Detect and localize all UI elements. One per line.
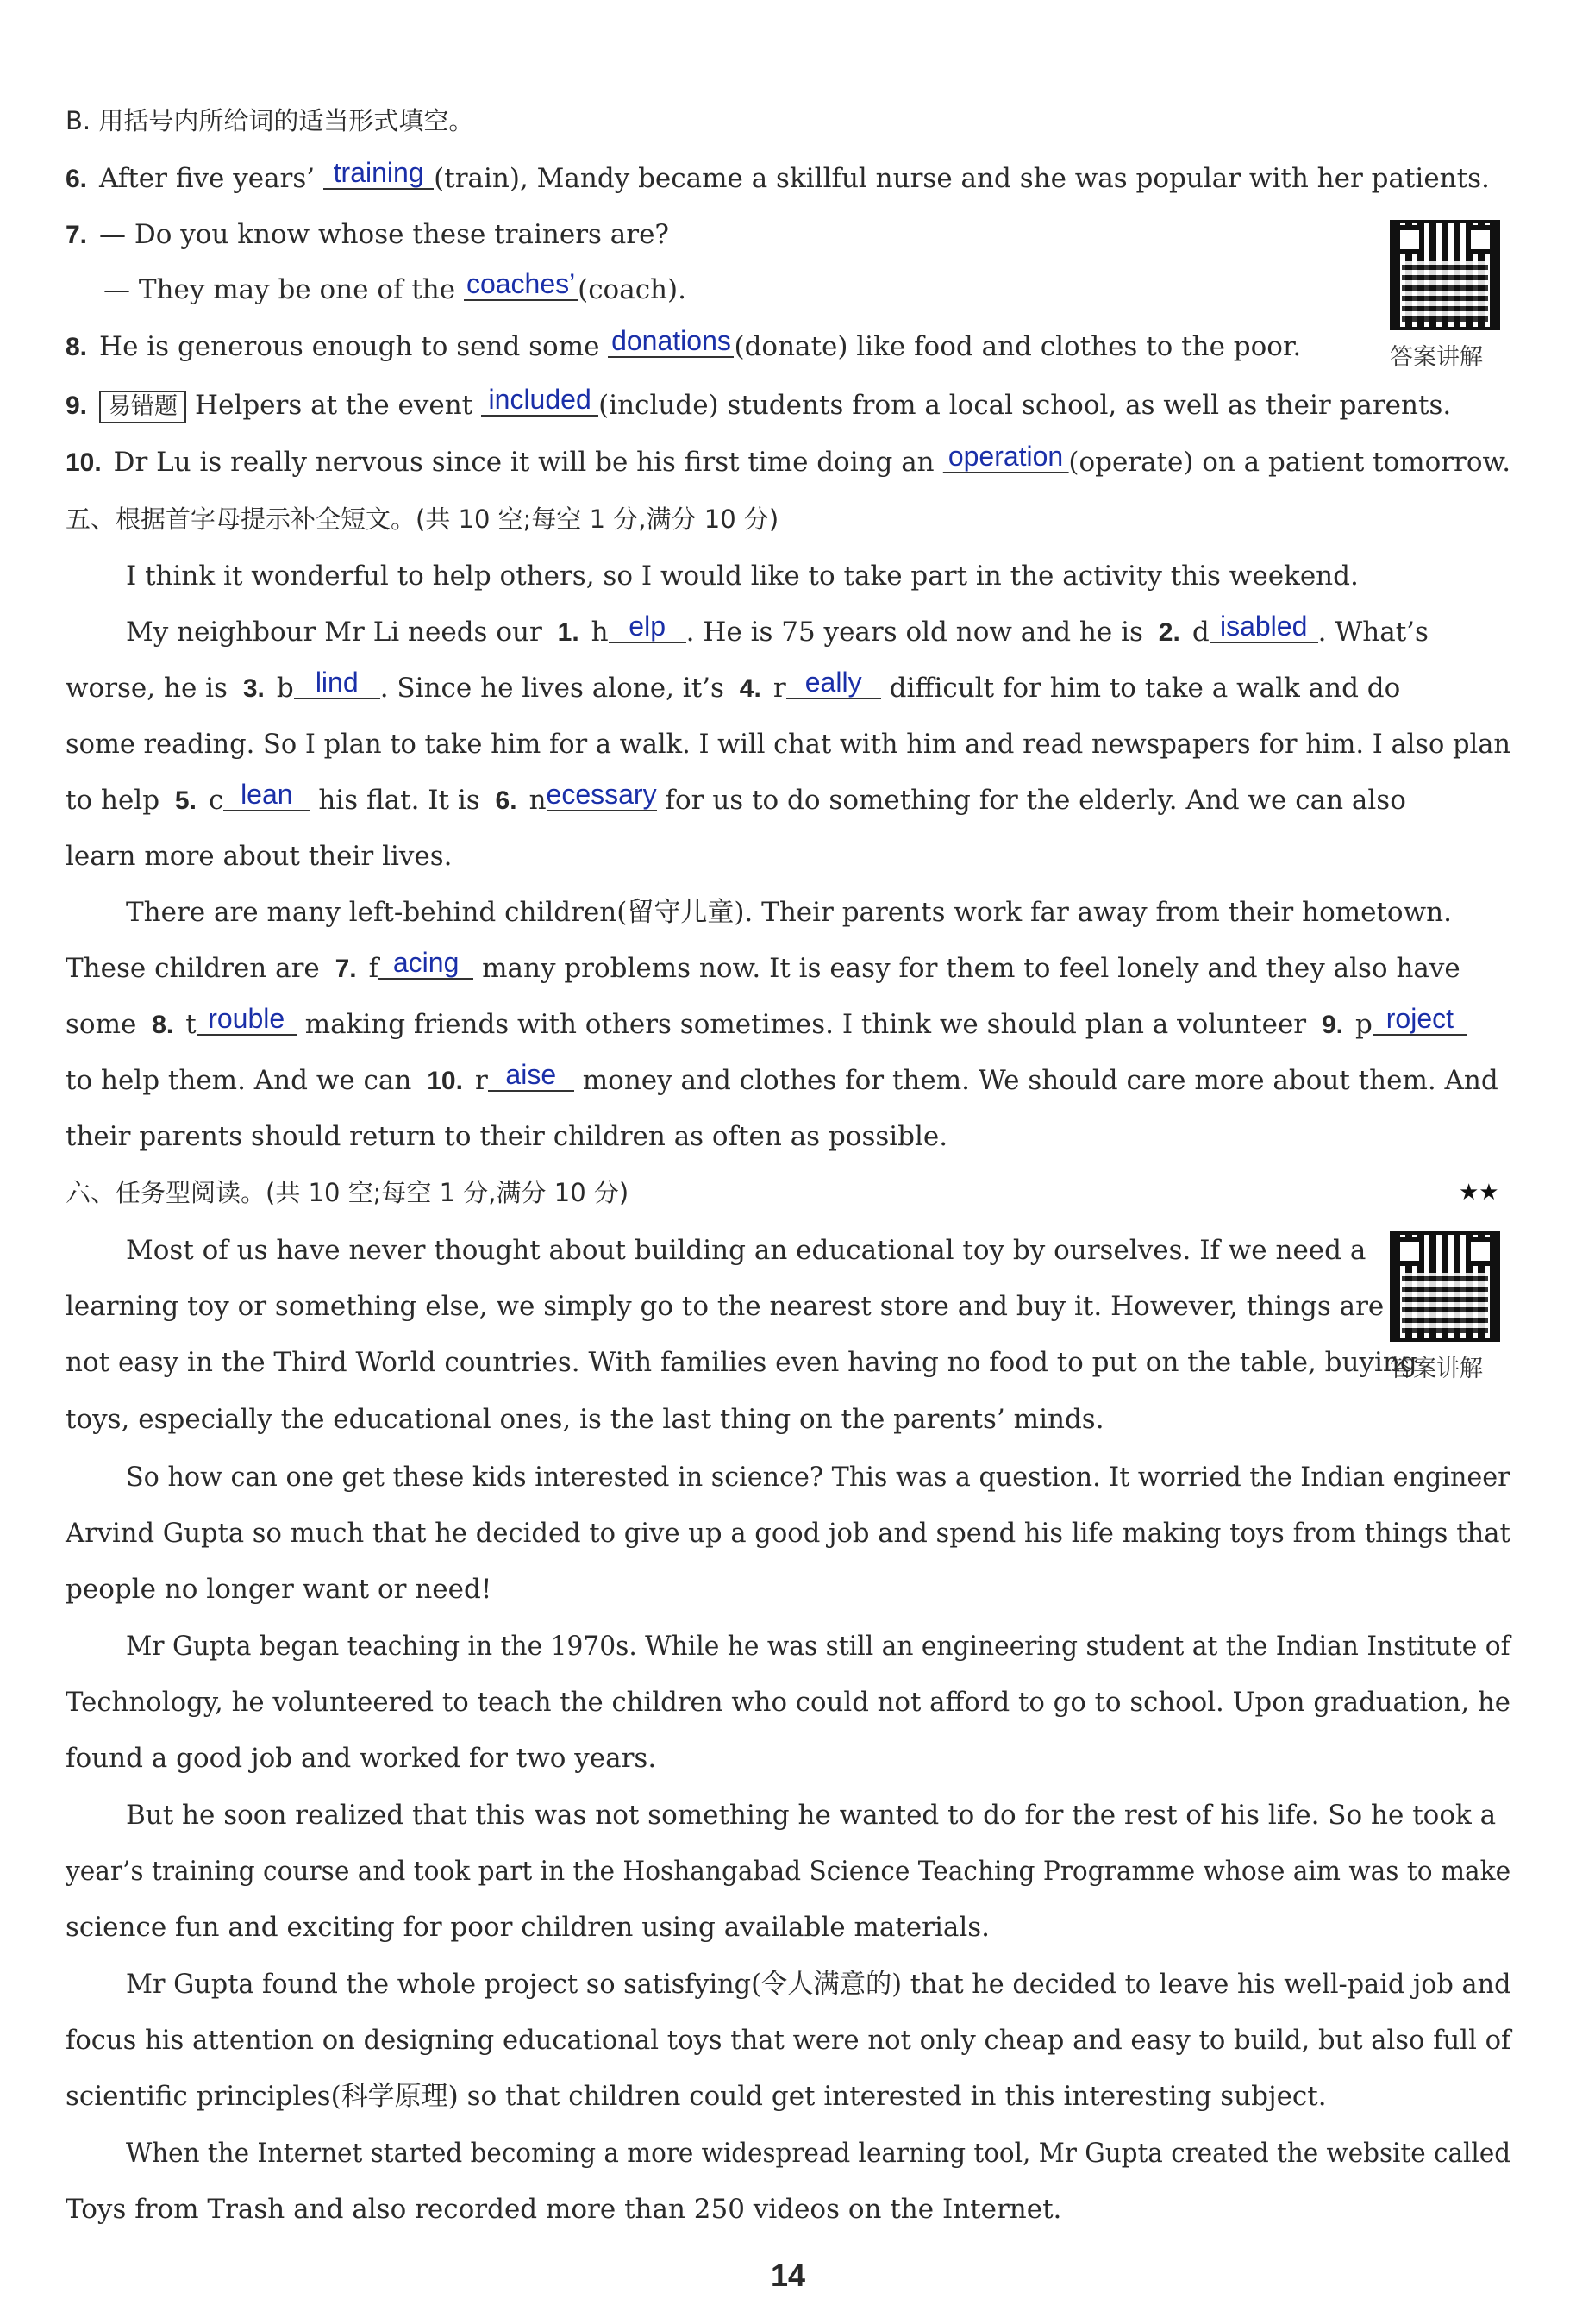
first-letter: h <box>591 617 609 648</box>
question-text-pre: Dr Lu is really nervous since it will be his first time doing an <box>113 447 935 478</box>
blank-number: 2. <box>1158 618 1180 647</box>
answer-qr-label: 答案讲解 <box>1390 344 1483 371</box>
passage6-line: focus his attention on designing educational toys that were not only cheap and easy to build, but also full of <box>66 2025 1511 2056</box>
question-number: 6. <box>66 165 88 193</box>
first-letter: b <box>276 673 294 704</box>
answer-qr-label: 答案讲解 <box>1390 1356 1483 1382</box>
question-number: 10. <box>66 448 102 477</box>
passage5-line: These children are 7. f acing many problems now. It is easy for them to feel lonely and they also have <box>66 947 1460 984</box>
passage6-line: Most of us have never thought about building an educational toy by ourselves. If we need a <box>126 1235 1366 1266</box>
passage6-line: Mr Gupta found the whole project so satisfying(令人满意的) that he decided to leave his well-paid job and <box>126 1969 1511 2000</box>
passage6-line: Mr Gupta began teaching in the 1970s. While he was still an engineering student at the Indian Institute of <box>126 1631 1510 1662</box>
answer-blank: included <box>481 384 598 417</box>
section-six-heading: 六、任务型阅读。(共 10 空;每空 1 分,满分 10 分) <box>66 1178 629 1207</box>
question-number: 9. <box>66 392 88 420</box>
blank-number: 7. <box>335 955 357 983</box>
passage6-line: not easy in the Third World countries. With families even having no food to put on the table, buying <box>66 1347 1417 1378</box>
first-letter: t <box>185 1009 197 1040</box>
first-letter: r <box>772 673 786 704</box>
first-letter: r <box>474 1065 488 1096</box>
first-letter: p <box>1355 1009 1373 1040</box>
passage5-line: My neighbour Mr Li needs our 1. h elp . He is 75 years old now and he is 2. d isabled . What’s <box>126 611 1429 648</box>
passage5-line: to help them. And we can 10. r aise money and clothes for them. We should care more about them. And <box>66 1059 1498 1096</box>
answer-qr-code[interactable] <box>1390 220 1500 330</box>
passage6-line: people no longer want or need! <box>66 1574 492 1605</box>
passage6-line: When the Internet started becoming a more widespread learning tool, Mr Gupta created the website called <box>126 2138 1511 2169</box>
question-text-post: (train), Mandy became a skillful nurse and she was popular with her patients. <box>434 163 1490 194</box>
passage6-line: So how can one get these kids interested in science? This was a question. It worried the Indian engineer <box>126 1462 1510 1493</box>
blank-number: 4. <box>739 674 761 703</box>
blank-number: 1. <box>557 618 579 647</box>
answer-blank: operation <box>943 441 1069 473</box>
first-letter: d <box>1191 617 1210 648</box>
blank-number: 10. <box>427 1067 463 1095</box>
passage6-line: learning toy or something else, we simply go to the nearest store and buy it. However, things are <box>66 1291 1385 1322</box>
section-five-heading: 五、根据首字母提示补全短文。(共 10 空;每空 1 分,满分 10 分) <box>66 504 779 534</box>
question-7-line2 <box>103 268 686 307</box>
passage6-line: Toys from Trash and also recorded more than 250 videos on the Internet. <box>66 2194 1062 2225</box>
question-text-pre: — They may be one of the <box>103 274 456 305</box>
error-prone-tag: 易错题 <box>99 391 186 423</box>
question-text-post: (include) students from a local school, as well as their parents. <box>598 390 1452 421</box>
question-text-pre: Helpers at the event <box>195 390 473 421</box>
answer-qr-code[interactable] <box>1390 1231 1500 1342</box>
page-number: 14 <box>770 2258 806 2293</box>
section-b-heading: B. 用括号内所给词的适当形式填空。 <box>66 106 474 135</box>
passage6-line: scientific principles(科学原理) so that children could get interested in this interesting subject. <box>66 2081 1327 2112</box>
blank-number: 3. <box>242 674 265 703</box>
difficulty-stars: ★★ <box>1459 1180 1499 1206</box>
answer-blank: coaches’ <box>464 268 578 301</box>
passage6-line: science fun and exciting for poor children using available materials. <box>66 1912 991 1943</box>
answer-blank: aise <box>488 1059 574 1092</box>
question-number: 8. <box>66 333 88 361</box>
blank-number: 9. <box>1321 1011 1344 1039</box>
answer-blank: isabled <box>1210 611 1318 643</box>
passage5-line: to help 5. c lean his flat. It is 6. necessary for us to do something for the elderly. And we can also <box>66 779 1406 816</box>
passage6-line: Arvind Gupta so much that he decided to give up a good job and spend his life making toys from things that <box>66 1518 1510 1549</box>
passage5-line: some reading. So I plan to take him for a walk. I will chat with him and read newspapers for him. I also plan <box>66 729 1511 760</box>
answer-blank: lean <box>223 779 310 811</box>
answer-blank: acing <box>378 947 473 980</box>
passage5-line: their parents should return to their children as often as possible. <box>66 1121 948 1152</box>
question-text-post: (donate) like food and clothes to the poor. <box>734 331 1302 362</box>
question-text-post: (operate) on a patient tomorrow. <box>1068 447 1511 478</box>
answer-blank: eally <box>786 667 881 699</box>
passage5-line: learn more about their lives. <box>66 841 453 872</box>
answer-blank: roject <box>1373 1003 1467 1036</box>
question-text-pre: After five years’ <box>99 163 316 194</box>
passage6-line: But he soon realized that this was not something he wanted to do for the rest of his life. So he took a <box>126 1800 1497 1831</box>
question-6 <box>66 157 1490 197</box>
answer-blank: rouble <box>197 1003 297 1036</box>
question-number: 7. <box>66 221 88 249</box>
passage5-line: worse, he is 3. b lind . Since he lives alone, it’s 4. r eally difficult for him to take a walk and do <box>66 667 1401 704</box>
first-letter: c <box>208 785 224 816</box>
passage6-line: toys, especially the educational ones, is the last thing on the parents’ minds. <box>66 1404 1104 1435</box>
answer-blank: donations <box>608 325 734 358</box>
first-letter: f <box>368 953 379 984</box>
passage6-line: found a good job and worked for two years. <box>66 1743 657 1774</box>
first-letter: n <box>528 785 547 816</box>
answer-blank: lind <box>294 667 380 699</box>
passage5-line: I think it wonderful to help others, so I would like to take part in the activity this weekend. <box>126 561 1359 592</box>
passage6-line: Technology, he volunteered to teach the children who could not afford to go to school. Upon graduation, he <box>66 1687 1511 1718</box>
question-text-line1: — Do you know whose these trainers are? <box>99 219 670 250</box>
answer-blank: elp <box>609 611 686 643</box>
blank-number: 6. <box>495 786 517 815</box>
answer-blank: training <box>323 157 434 190</box>
question-text-pre: He is generous enough to send some <box>99 331 600 362</box>
question-9 <box>66 384 1452 423</box>
question-text-post: (coach). <box>578 274 686 305</box>
question-10 <box>66 441 1511 480</box>
question-8 <box>66 325 1302 365</box>
passage5-line: There are many left-behind children(留守儿童). Their parents work far away from their hometown. <box>126 897 1452 928</box>
blank-number: 8. <box>152 1011 174 1039</box>
passage5-line: some 8. t rouble making friends with others sometimes. I think we should plan a volunteer 9. p roject <box>66 1007 1467 1043</box>
question-7 <box>66 217 669 253</box>
blank-number: 5. <box>174 786 197 815</box>
answer-blank: ecessary <box>546 779 657 810</box>
passage6-line: year’s training course and took part in the Hoshangabad Science Teaching Programme whose aim was to make <box>66 1856 1511 1887</box>
